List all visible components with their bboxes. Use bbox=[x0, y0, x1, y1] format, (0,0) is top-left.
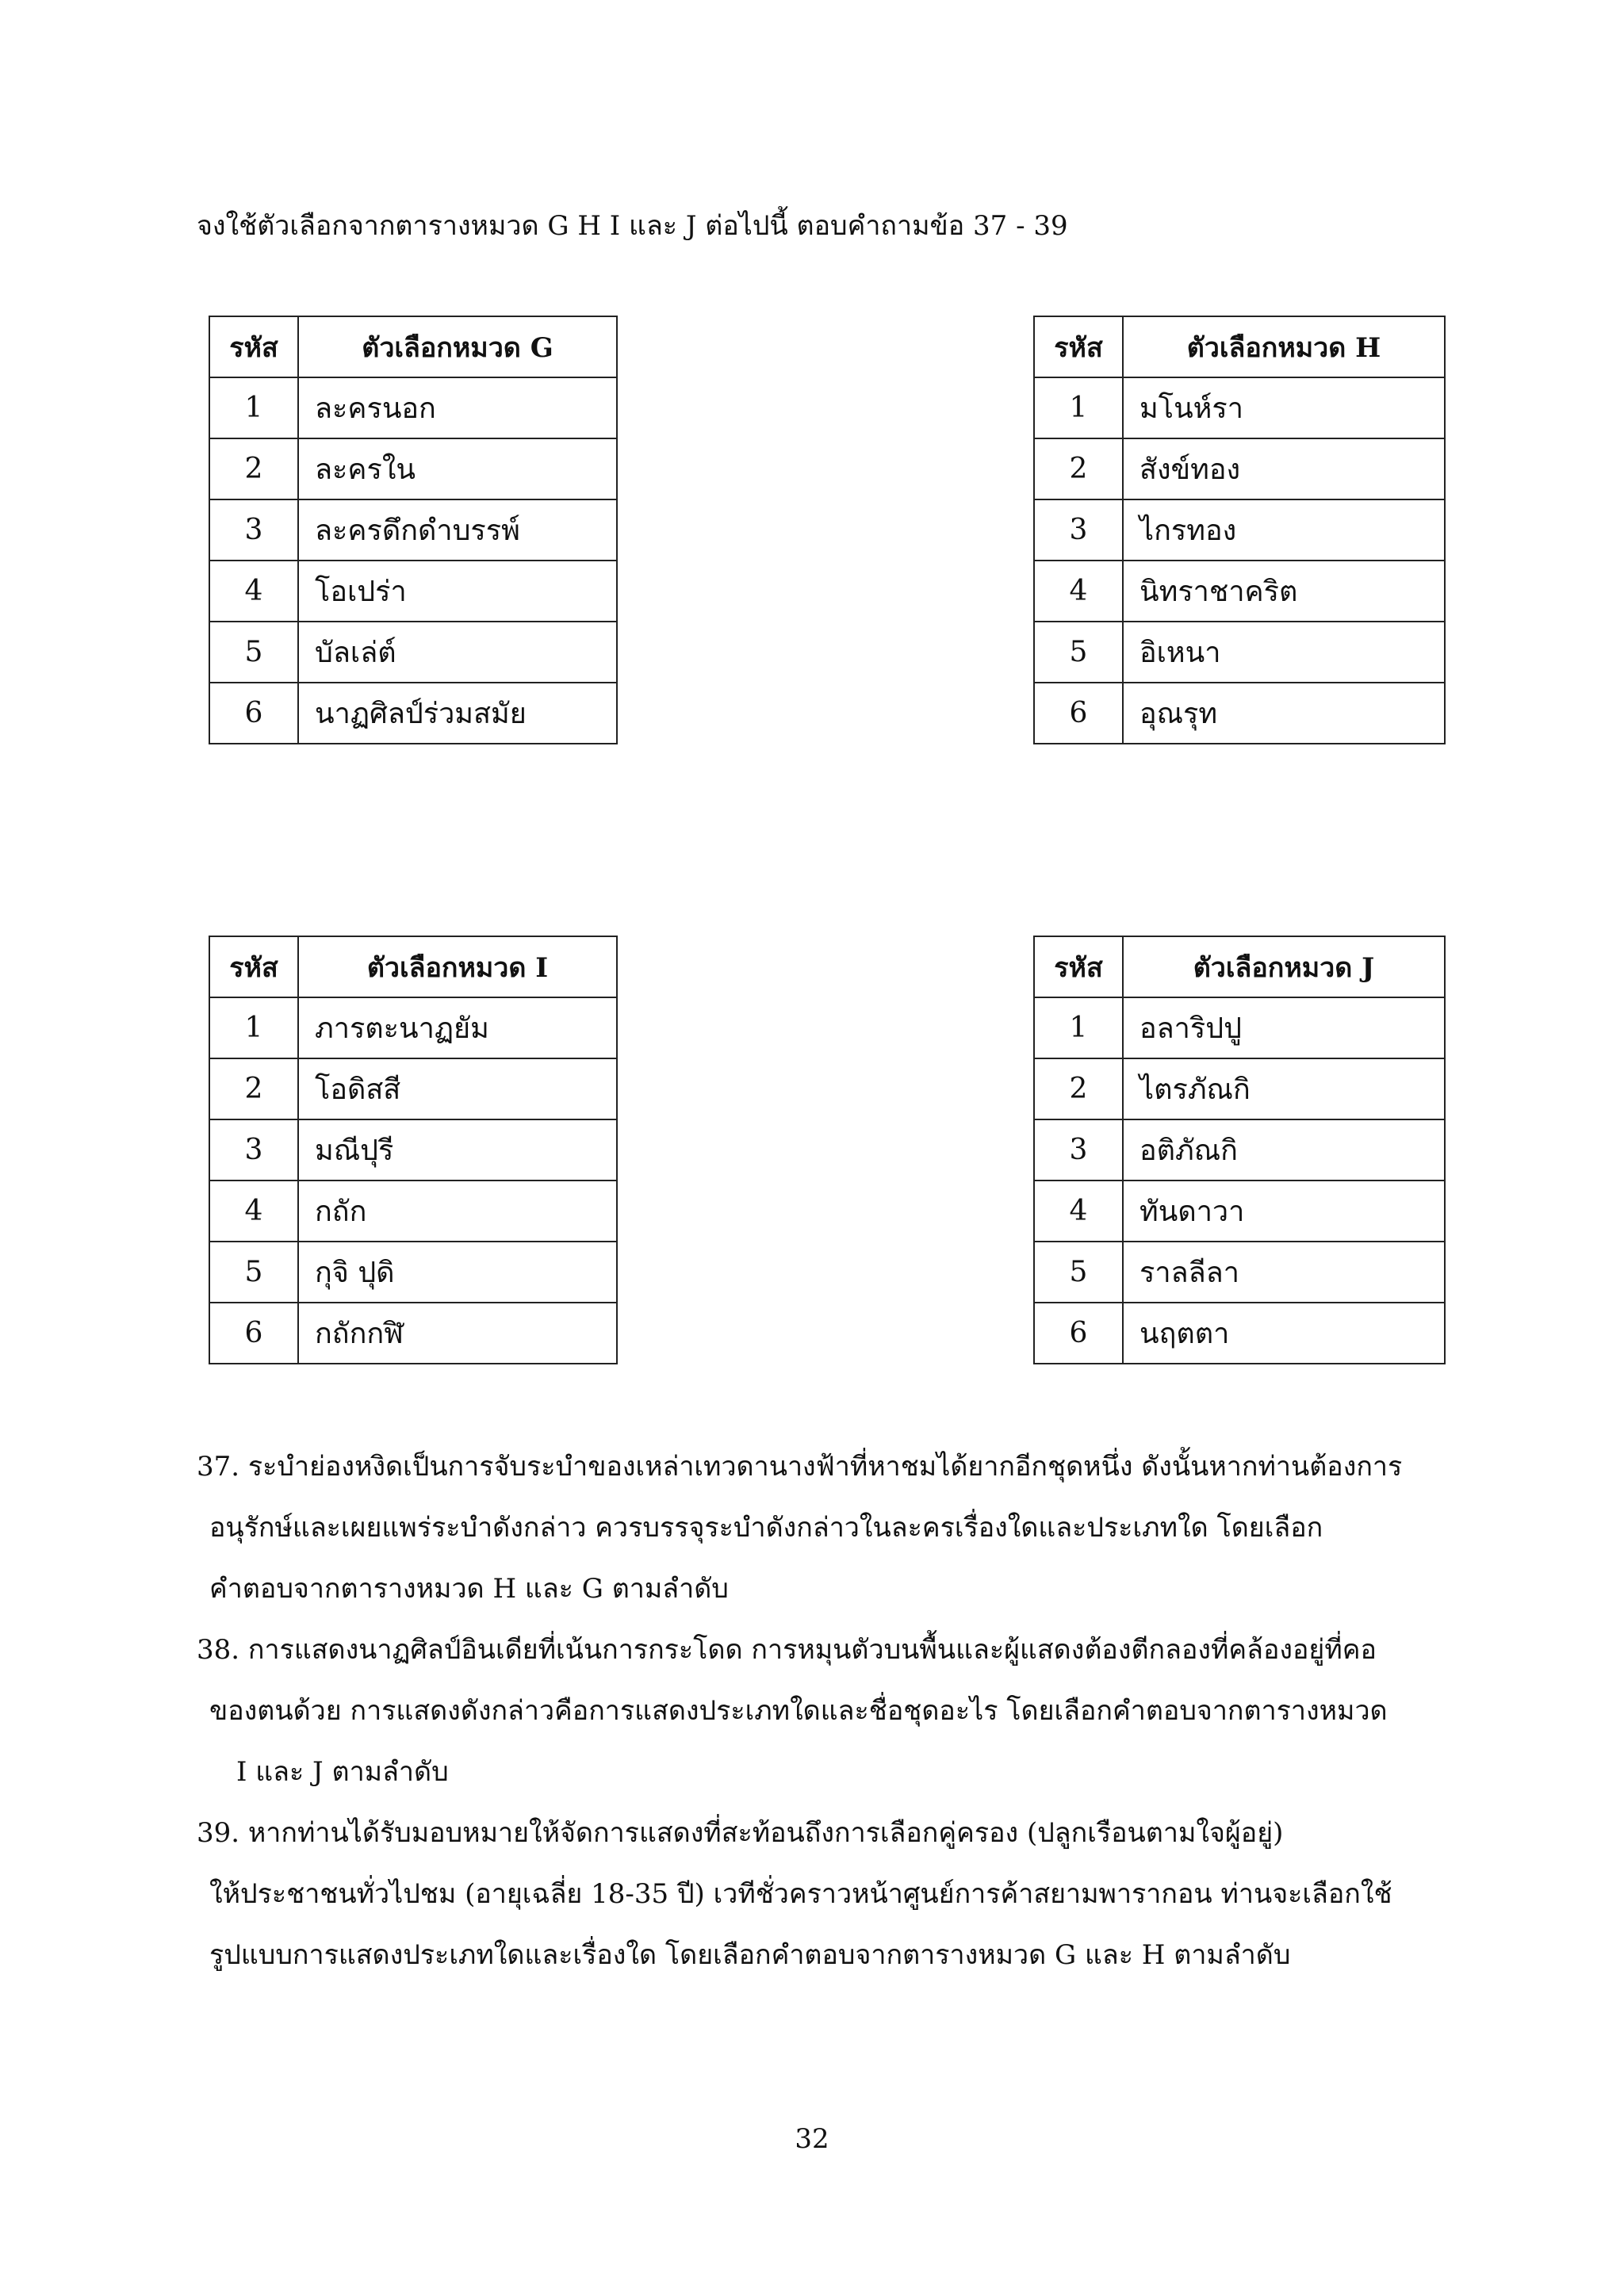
row-name: มณีปุรี bbox=[298, 1119, 617, 1181]
table-row bbox=[209, 1119, 617, 1181]
table-header-row bbox=[209, 936, 617, 997]
table-row bbox=[209, 438, 617, 499]
table-row bbox=[209, 1242, 617, 1303]
row-code: 5 bbox=[1034, 622, 1123, 683]
row-name: อิเหนา bbox=[1123, 622, 1445, 683]
table-row bbox=[209, 622, 617, 683]
table-row bbox=[1034, 377, 1445, 438]
row-name: นฤตตา bbox=[1123, 1303, 1445, 1364]
row-code: 2 bbox=[209, 438, 298, 499]
question-line: ของตนด้วย การแสดงดังกล่าวคือการแสดงประเภทใดและชื่อชุดอะไร โดยเลือกคำตอบจากตารางหมวด bbox=[209, 1695, 1388, 1727]
code-header: รหัส bbox=[209, 936, 298, 997]
row-name: โอดิสสี bbox=[298, 1058, 617, 1119]
table-row bbox=[1034, 622, 1445, 683]
question-38 bbox=[197, 1626, 1434, 1809]
table-row bbox=[1034, 1181, 1445, 1242]
row-name: ไกรทอง bbox=[1123, 499, 1445, 561]
row-code: 4 bbox=[209, 1181, 298, 1242]
row-code: 3 bbox=[1034, 1119, 1123, 1181]
table-title: ตัวเลือกหมวด H bbox=[1123, 316, 1445, 377]
question-line: 39. หากท่านได้รับมอบหมายให้จัดการแสดงที่สะท้อนถึงการเลือกคู่ครอง (ปลูกเรือนตามใจผู้อยู่) bbox=[197, 1817, 1284, 1849]
table-row bbox=[209, 1058, 617, 1119]
question-line: ให้ประชาชนทั่วไปชม (อายุเฉลี่ย 18-35 ปี) เวทีชั่วคราวหน้าศูนย์การค้าสยามพารากอน ท่านจะเลือกใช้ bbox=[209, 1878, 1392, 1910]
row-name: ภารตะนาฏยัม bbox=[298, 997, 617, 1058]
row-name: ละครใน bbox=[298, 438, 617, 499]
question-line: 38. การแสดงนาฏศิลป์อินเดียที่เน้นการกระโดด การหมุนตัวบนพื้นและผู้แสดงต้องตีกลองที่คล้องอยู่ที่คอ bbox=[197, 1634, 1377, 1666]
row-name: มโนห์รา bbox=[1123, 377, 1445, 438]
table-title: ตัวเลือกหมวด G bbox=[298, 316, 617, 377]
row-code: 1 bbox=[1034, 377, 1123, 438]
row-name: บัลเล่ต์ bbox=[298, 622, 617, 683]
row-code: 1 bbox=[1034, 997, 1123, 1058]
row-code: 3 bbox=[1034, 499, 1123, 561]
table-header-row bbox=[209, 316, 617, 377]
question-line: อนุรักษ์และเผยแพร่ระบำดังกล่าว ควรบรรจุระบำดังกล่าวในละครเรื่องใดและประเภทใด โดยเลือก bbox=[209, 1512, 1323, 1544]
code-header: รหัส bbox=[1034, 316, 1123, 377]
row-code: 5 bbox=[1034, 1242, 1123, 1303]
row-code: 2 bbox=[1034, 1058, 1123, 1119]
table-row bbox=[1034, 683, 1445, 744]
page-number: 32 bbox=[795, 2123, 829, 2155]
question-line: I และ J ตามลำดับ bbox=[236, 1756, 449, 1788]
row-name: สังข์ทอง bbox=[1123, 438, 1445, 499]
row-name: กุจิ ปุดิ bbox=[298, 1242, 617, 1303]
question-37 bbox=[197, 1443, 1434, 1626]
row-code: 4 bbox=[1034, 1181, 1123, 1242]
table-row bbox=[1034, 1242, 1445, 1303]
table-title: ตัวเลือกหมวด I bbox=[298, 936, 617, 997]
table-row bbox=[209, 997, 617, 1058]
table-header-row bbox=[1034, 936, 1445, 997]
table-row bbox=[209, 683, 617, 744]
table-category-j bbox=[1033, 936, 1446, 1364]
row-code: 3 bbox=[209, 499, 298, 561]
question-line: คำตอบจากตารางหมวด H และ G ตามลำดับ bbox=[209, 1573, 729, 1605]
row-name: อุณรุท bbox=[1123, 683, 1445, 744]
row-name: นาฏศิลป์ร่วมสมัย bbox=[298, 683, 617, 744]
table-row bbox=[1034, 997, 1445, 1058]
table-category-i bbox=[209, 936, 618, 1364]
row-code: 2 bbox=[1034, 438, 1123, 499]
table-row bbox=[1034, 1119, 1445, 1181]
table-row bbox=[209, 1181, 617, 1242]
table-row bbox=[209, 377, 617, 438]
row-code: 6 bbox=[209, 1303, 298, 1364]
table-title: ตัวเลือกหมวด J bbox=[1123, 936, 1445, 997]
row-name: ราลลีลา bbox=[1123, 1242, 1445, 1303]
row-name: ทันดาวา bbox=[1123, 1181, 1445, 1242]
table-row bbox=[209, 499, 617, 561]
row-name: โอเปร่า bbox=[298, 561, 617, 622]
row-name: นิทราชาคริต bbox=[1123, 561, 1445, 622]
row-code: 6 bbox=[1034, 1303, 1123, 1364]
row-code: 4 bbox=[209, 561, 298, 622]
code-header: รหัส bbox=[1034, 936, 1123, 997]
table-category-h bbox=[1033, 316, 1446, 744]
row-code: 1 bbox=[209, 377, 298, 438]
code-header: รหัส bbox=[209, 316, 298, 377]
question-line: รูปแบบการแสดงประเภทใดและเรื่องใด โดยเลือกคำตอบจากตารางหมวด G และ H ตามลำดับ bbox=[209, 1939, 1291, 1971]
row-code: 6 bbox=[1034, 683, 1123, 744]
row-name: ไตรภัณกิ bbox=[1123, 1058, 1445, 1119]
question-list bbox=[197, 1443, 1434, 1992]
row-name: ละครนอก bbox=[298, 377, 617, 438]
row-code: 3 bbox=[209, 1119, 298, 1181]
question-39 bbox=[197, 1809, 1434, 1992]
table-header-row bbox=[1034, 316, 1445, 377]
row-name: อลาริปปู bbox=[1123, 997, 1445, 1058]
row-name: ละครดึกดำบรรพ์ bbox=[298, 499, 617, 561]
row-code: 5 bbox=[209, 622, 298, 683]
row-name: กถัก bbox=[298, 1181, 617, 1242]
row-code: 6 bbox=[209, 683, 298, 744]
row-code: 5 bbox=[209, 1242, 298, 1303]
table-category-g bbox=[209, 316, 618, 744]
table-row bbox=[1034, 1303, 1445, 1364]
instruction-text: จงใช้ตัวเลือกจากตารางหมวด G H I และ J ต่อไปนี้ ตอบคำถามข้อ 37 - 39 bbox=[197, 210, 1068, 242]
table-row bbox=[1034, 438, 1445, 499]
table-row bbox=[1034, 1058, 1445, 1119]
table-row bbox=[209, 1303, 617, 1364]
row-code: 4 bbox=[1034, 561, 1123, 622]
table-row bbox=[209, 561, 617, 622]
row-name: อติภัณกิ bbox=[1123, 1119, 1445, 1181]
question-line: 37. ระบำย่องหงิดเป็นการจับระบำของเหล่าเทวดานางฟ้าที่หาชมได้ยากอีกชุดหนึ่ง ดังนั้นหากท่านต้องการ bbox=[197, 1451, 1403, 1483]
row-code: 1 bbox=[209, 997, 298, 1058]
row-name: กถักกฬิ bbox=[298, 1303, 617, 1364]
row-code: 2 bbox=[209, 1058, 298, 1119]
table-row bbox=[1034, 499, 1445, 561]
table-row bbox=[1034, 561, 1445, 622]
